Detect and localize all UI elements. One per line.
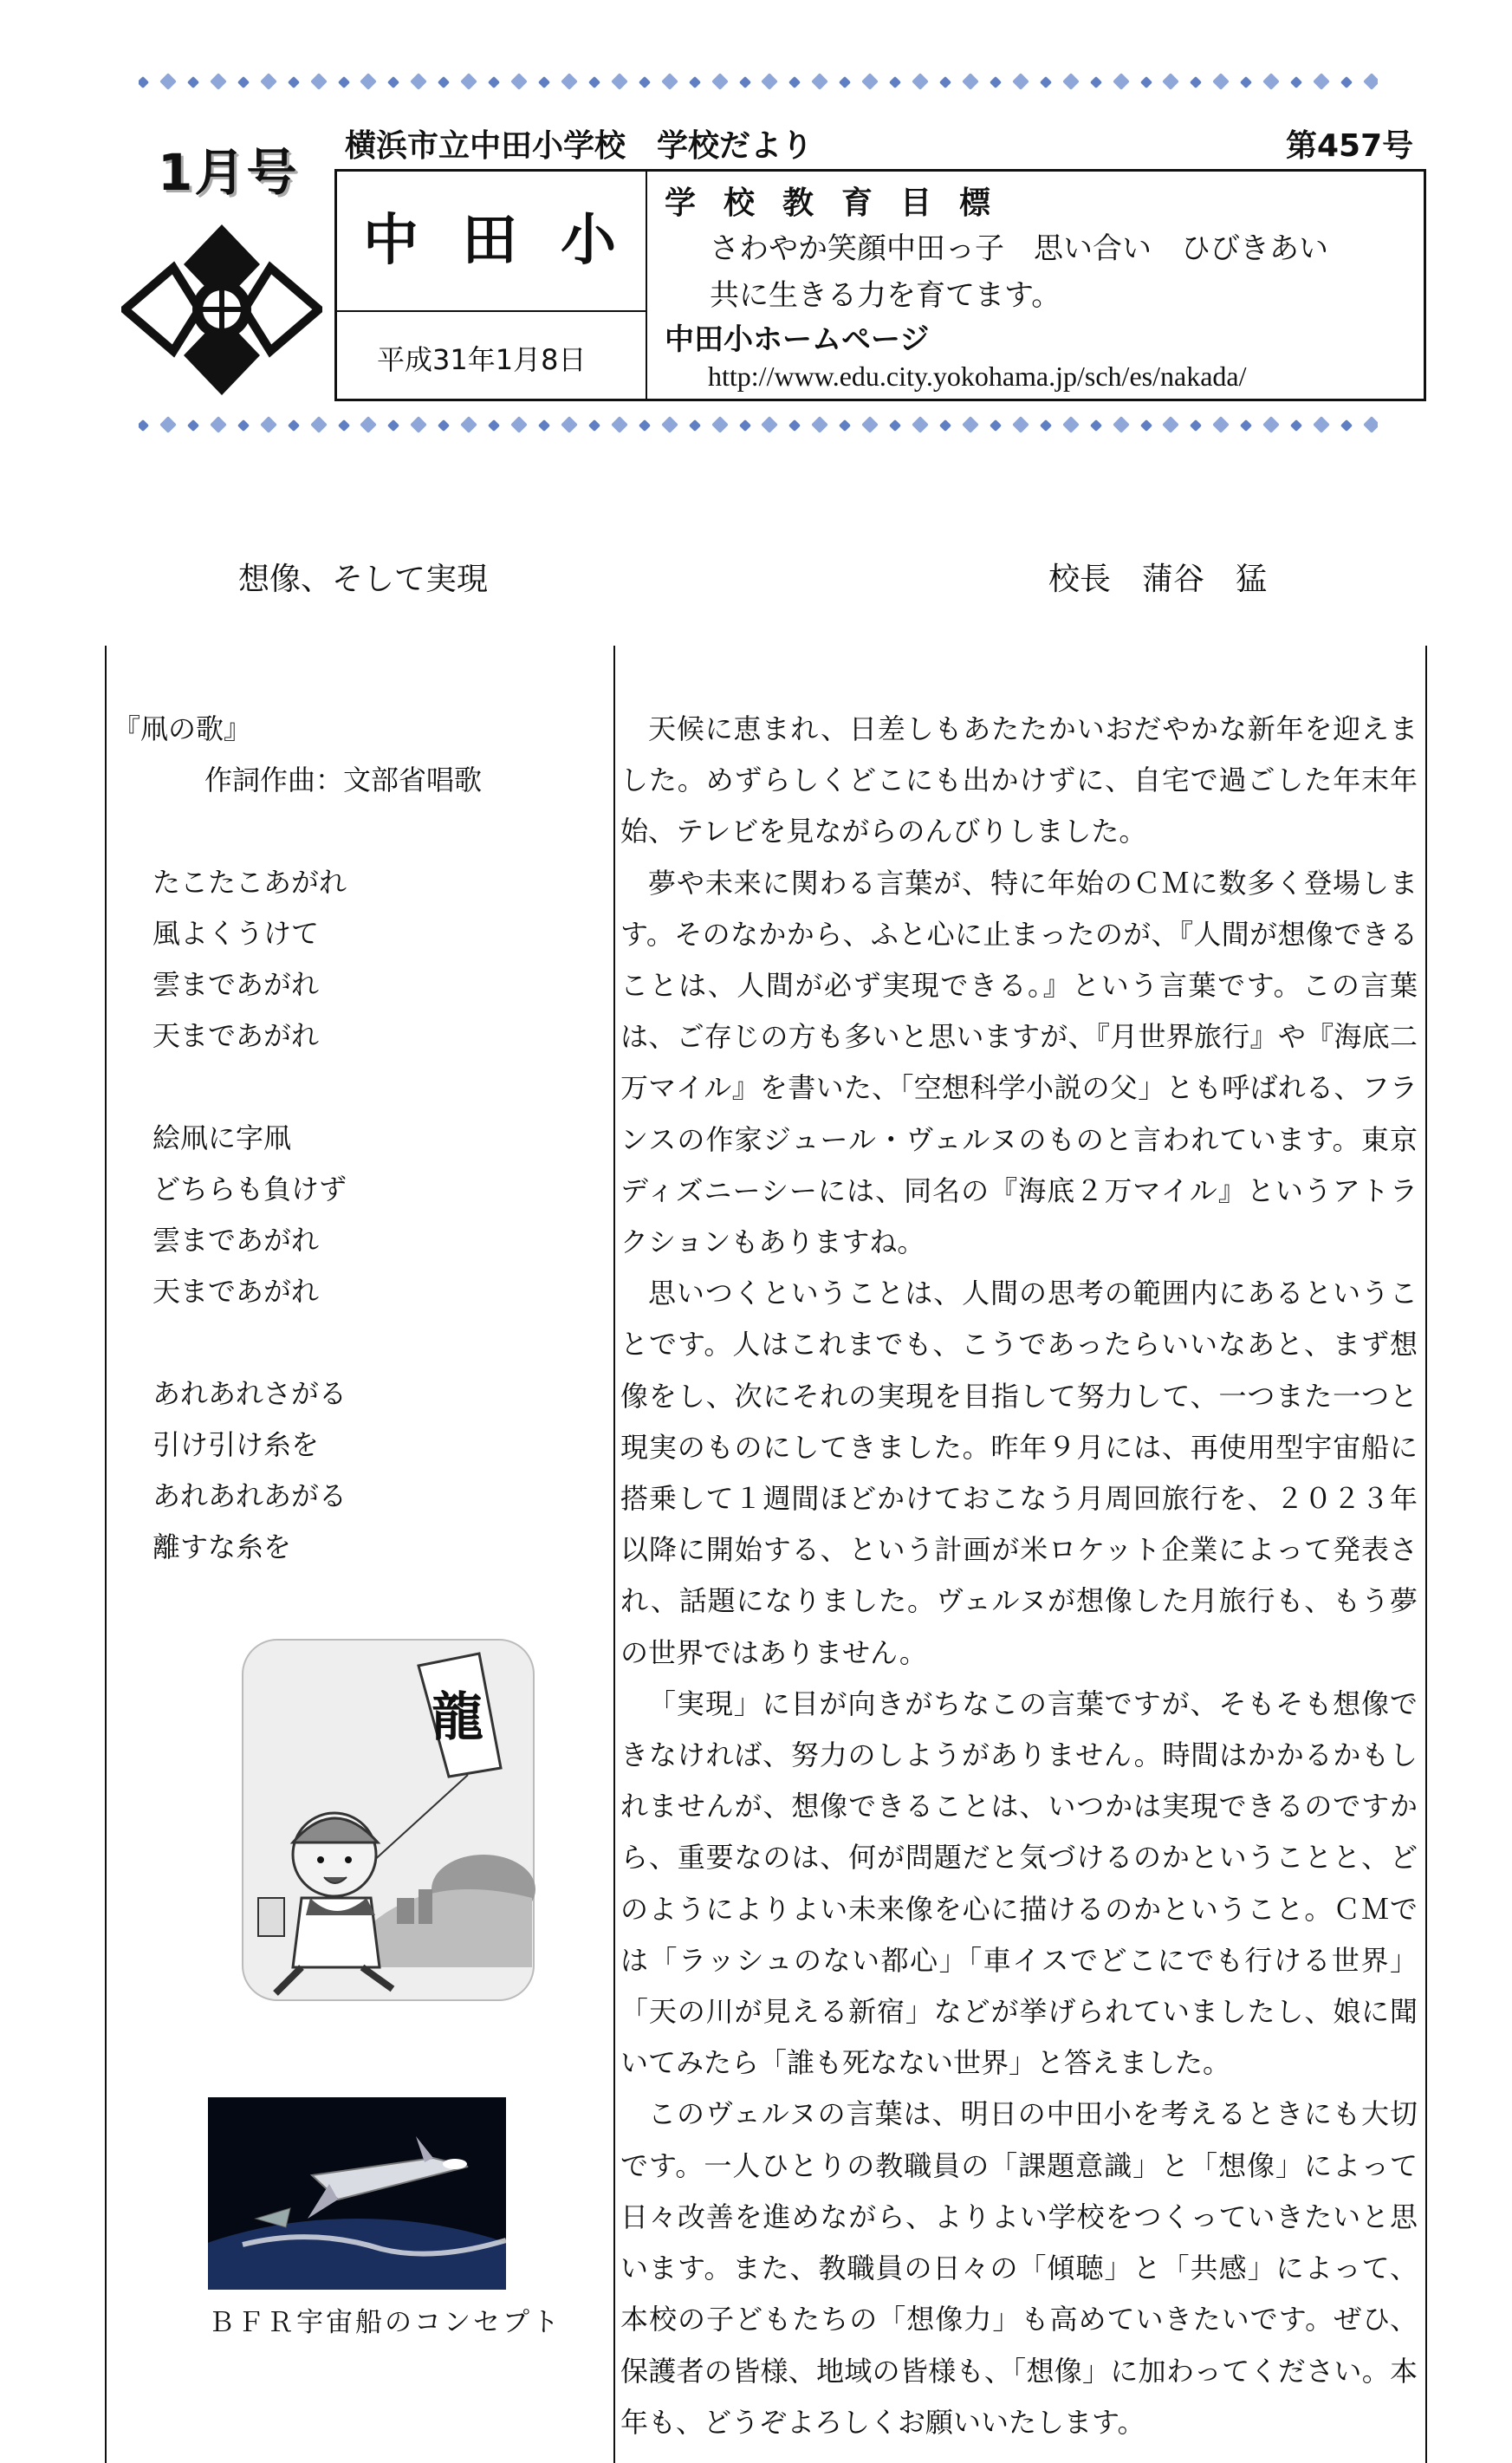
photo-caption: ＢＦＲ宇宙船のコンセプト — [208, 2307, 561, 2338]
song-line: あれあれさがる — [152, 1377, 347, 1410]
song-line: 雲まであがれ — [152, 968, 320, 1001]
body-paragraph-2: 夢や未来に関わる言葉が、特に年始のＣＭに数多く登場します。そのなかから、ふと心に止まったのが、『人間が想像できることは、人間が必ず実現できる。』という言葉です。この言葉は、ご存じの方も多いと思いますが、『月世界旅行』や『海底二万マイル』を書いた、「空想科学小説の父」とも呼ばれる、フランスの作家ジュール・ヴェルヌのものと言われています。東京ディズニーシーには、同名の『海底２万マイル』というアトラクションもありますね。 — [620, 866, 1418, 1259]
article-title: 想像、そして実現 — [238, 562, 489, 597]
body-paragraph-3: 思いつくということは、人間の思考の範囲内にあるということです。人はこれまでも、こうであったらいいなあと、まず想像をし、次にそれの実現を目指して努力して、一つまた一つと現実のものにしてきました。昨年９月には、再使用型宇宙船に搭乗して１週間ほどかけておこなう月周回旅行を、２０２３年以降に開始する、という計画が米ロケット企業によって発表され、話題になりました。ヴェルヌが想像した月旅行も、もう夢の世界ではありません。 — [620, 1277, 1418, 1669]
issue-date: 平成31年1月8日 — [377, 343, 587, 376]
issue-number: 第457号 — [1286, 128, 1414, 164]
kite-character: 龍 — [432, 1687, 483, 1748]
body-paragraph-5: このヴェルヌの言葉は、明日の中田小を考えるときにも大切です。一人ひとりの教職員の「課題意識」と「想像」によって日々改善を進めながら、よりよい学校をつくっていきたいと思います。また、教職員の日々の「傾聴」と「共感」によって、本校の子どもたちの「想像力」も高めていきたいです。ぜひ、保護者の皆様、地域の皆様も、「想像」に加わってください。本年も、どうぞよろしくお願いいたします。 — [620, 2097, 1418, 2439]
homepage-heading: 中田小ホームページ — [665, 322, 930, 357]
header-box — [334, 169, 1426, 401]
issue-month: 1月号 — [158, 143, 299, 202]
left-column-rule — [105, 646, 107, 2463]
song-line: 離すな糸を — [152, 1530, 292, 1563]
song-line: たこたこあがれ — [152, 866, 347, 899]
body-paragraph-1: 天候に恵まれ、日差しもあたたかいおだやかな新年を迎えました。めずらしくどこにも出かけずに、自宅で過ごした年末年始、テレビを見ながらのんびりしました。 — [620, 712, 1418, 848]
kite-boy-illustration — [241, 1638, 535, 2002]
song-line: 天まであがれ — [152, 1275, 320, 1308]
goals-line-2: 共に生きる力を育てます。 — [710, 278, 1061, 313]
goals-line-1: さわやか笑顔中田っ子 思い合い ひびきあい — [710, 231, 1328, 266]
song-line: 絵凧に字凧 — [152, 1121, 292, 1154]
homepage-url[interactable]: http://www.edu.city.yokohama.jp/sch/es/nakada/ — [708, 361, 1247, 392]
song-line: 風よくうけて — [152, 917, 320, 950]
song-line: どちらも負けず — [152, 1173, 347, 1206]
article-author: 校長 蒲谷 猛 — [1048, 562, 1268, 597]
center-column-rule — [613, 646, 615, 2463]
song-title: 『凧の歌』 — [113, 712, 252, 745]
top-decorative-border — [139, 69, 1378, 95]
school-goals-heading: 学校教育目標 — [665, 185, 1019, 221]
article-body — [620, 704, 1418, 2448]
song-line: 天まであがれ — [152, 1019, 320, 1052]
body-paragraph-4: 「実現」に目が向きがちなこの言葉ですが、そもそも想像できなければ、努力のしようがありません。時間はかかるかもしれませんが、想像できることは、いつかは実現できるのですから、重要なのは、何が問題だと気づけるのかということと、どのようによりよい未来像を心に描けるのかということ。ＣＭでは「ラッシュのない都心」「車イスでどこにでも行ける世界」「天の川が見える新宿」などが挙げられていましたし、娘に聞いてみたら「誰も死なない世界」と答えました。 — [620, 1686, 1418, 2080]
school-goals-text — [710, 225, 1328, 319]
school-emblem-icon — [121, 221, 322, 399]
song-credit: 作詞作曲：文部省唱歌 — [204, 764, 483, 796]
bottom-decorative-border — [139, 413, 1378, 439]
song-block — [113, 704, 483, 1573]
newsletter-name: 学校だより — [657, 128, 814, 164]
bfr-spaceship-photo — [208, 2097, 506, 2290]
box-title: 中田小 — [363, 209, 659, 273]
song-line: あれあれあがる — [152, 1479, 347, 1512]
right-column-rule — [1425, 646, 1427, 2463]
song-line: 引け引け糸を — [152, 1428, 320, 1461]
song-line: 雲まであがれ — [152, 1224, 320, 1257]
school-name: 横浜市立中田小学校 — [345, 128, 626, 164]
